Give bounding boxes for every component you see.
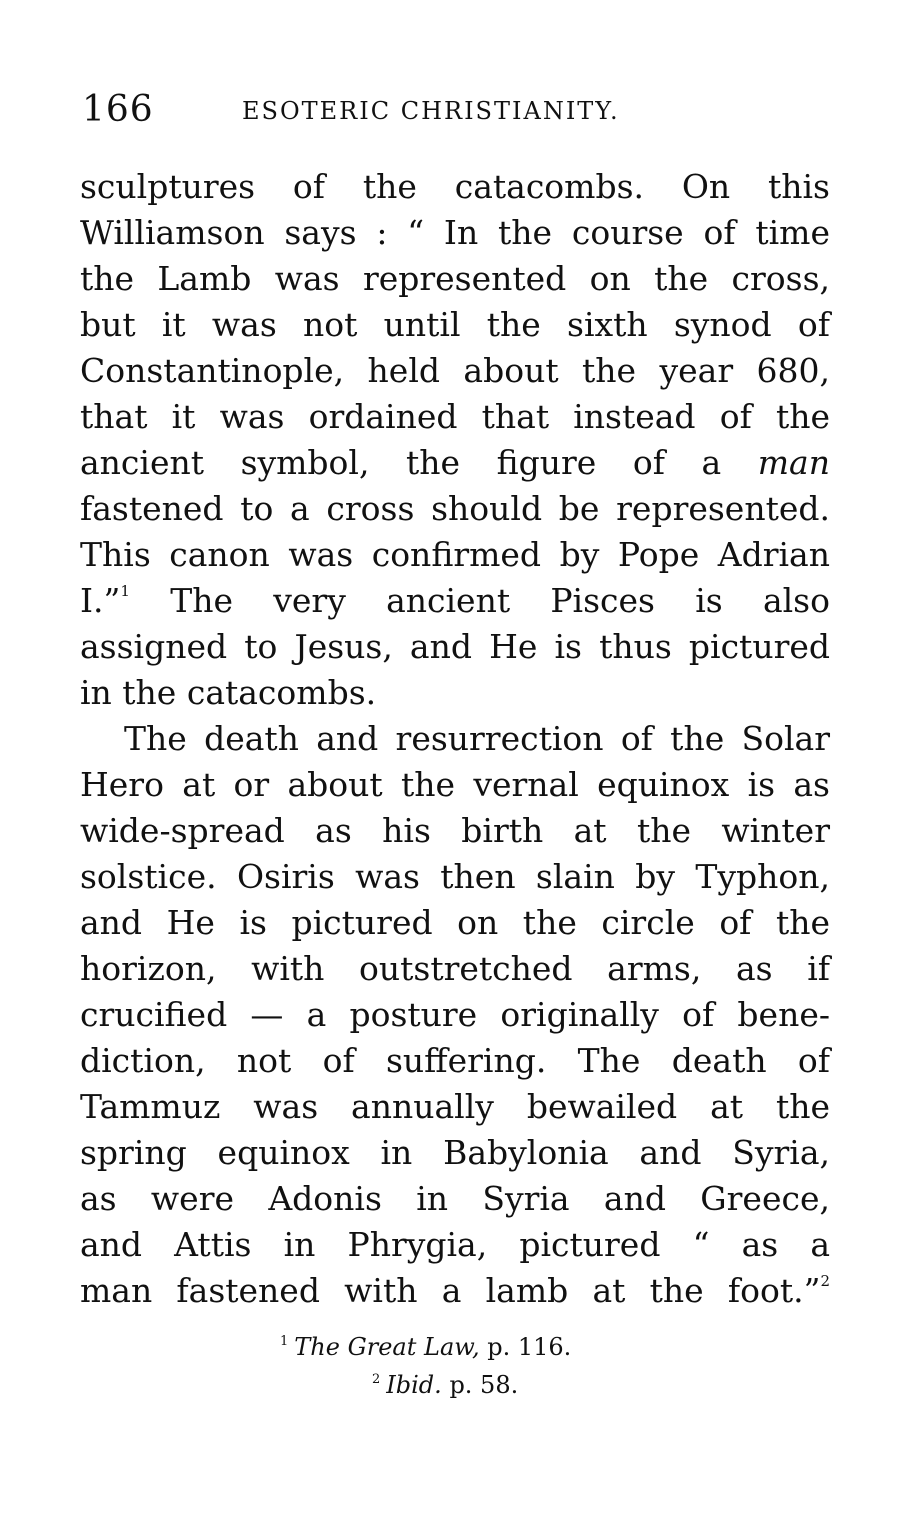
text-line: and He is pictured on the circle of the [80,903,830,942]
text-line: solstice. Osiris was then slain by Typhon, [80,857,830,896]
text-line: wide-spread as his birth at the winter [80,811,830,850]
text-line: in the catacombs. [80,673,377,712]
footnote-title: The Great Law, [294,1333,480,1361]
text-line [80,440,830,486]
text-line: crucified — a posture originally of bene- [80,995,830,1034]
paragraph-2 [80,716,830,1314]
text-segment: ancient symbol, the figure of a [80,443,722,482]
footnote-1 [0,1328,900,1366]
text-line: that it was ordained that instead of the [80,397,830,436]
paragraph-1 [80,164,830,716]
footnote-reference[interactable]: 2 [820,1272,830,1290]
footnote-title: Ibid. [386,1371,442,1399]
text-line: fastened to a cross should be represented. [80,489,830,528]
footnote-reference[interactable]: 1 [120,582,130,600]
page-header [82,90,742,130]
text-segment: The very ancient Pisces is also [170,581,830,620]
text-line: and Attis in Phrygia, pictured “ as a [80,1225,830,1264]
body-text [80,164,830,1314]
text-line: The death and resurrection of the Solar [124,719,830,758]
text-line: Williamson says : “ In the course of time [80,213,830,252]
footnote-2 [0,1366,900,1404]
text-line: Constantinople, held about the year 680, [80,351,830,390]
text-line: but it was not until the sixth synod of [80,305,830,344]
italic-word: man [757,443,830,482]
text-segment: man fastened with a lamb at the foot.” [80,1271,821,1310]
text-line: as were Adonis in Syria and Greece, [80,1179,830,1218]
footnote-page: p. 58. [449,1371,519,1399]
text-line: Hero at or about the vernal equinox is as [80,765,830,804]
running-title: ESOTERIC CHRISTIANITY. [242,97,620,125]
text-line: Tammuz was annually bewailed at the [80,1087,830,1126]
text-line: This canon was confirmed by Pope Adrian [80,535,830,574]
footnote-page: p. 116. [487,1333,572,1361]
text-line: sculptures of the catacombs. On this [80,167,830,206]
text-line [80,1268,830,1314]
footnotes [0,1328,900,1404]
text-line: the Lamb was represented on the cross, [80,259,830,298]
text-line: spring equinox in Babylonia and Syria, [80,1133,830,1172]
text-line: diction, not of suffering. The death of [80,1041,830,1080]
text-line: assigned to Jesus, and He is thus pictured [80,627,830,666]
page-number: 166 [82,89,154,130]
text-line: horizon, with outstretched arms, as if [80,949,830,988]
footnote-mark: 2 [372,1372,381,1387]
footnote-mark: 1 [280,1334,289,1349]
text-line [80,578,830,624]
text-segment: I.” [80,581,121,620]
